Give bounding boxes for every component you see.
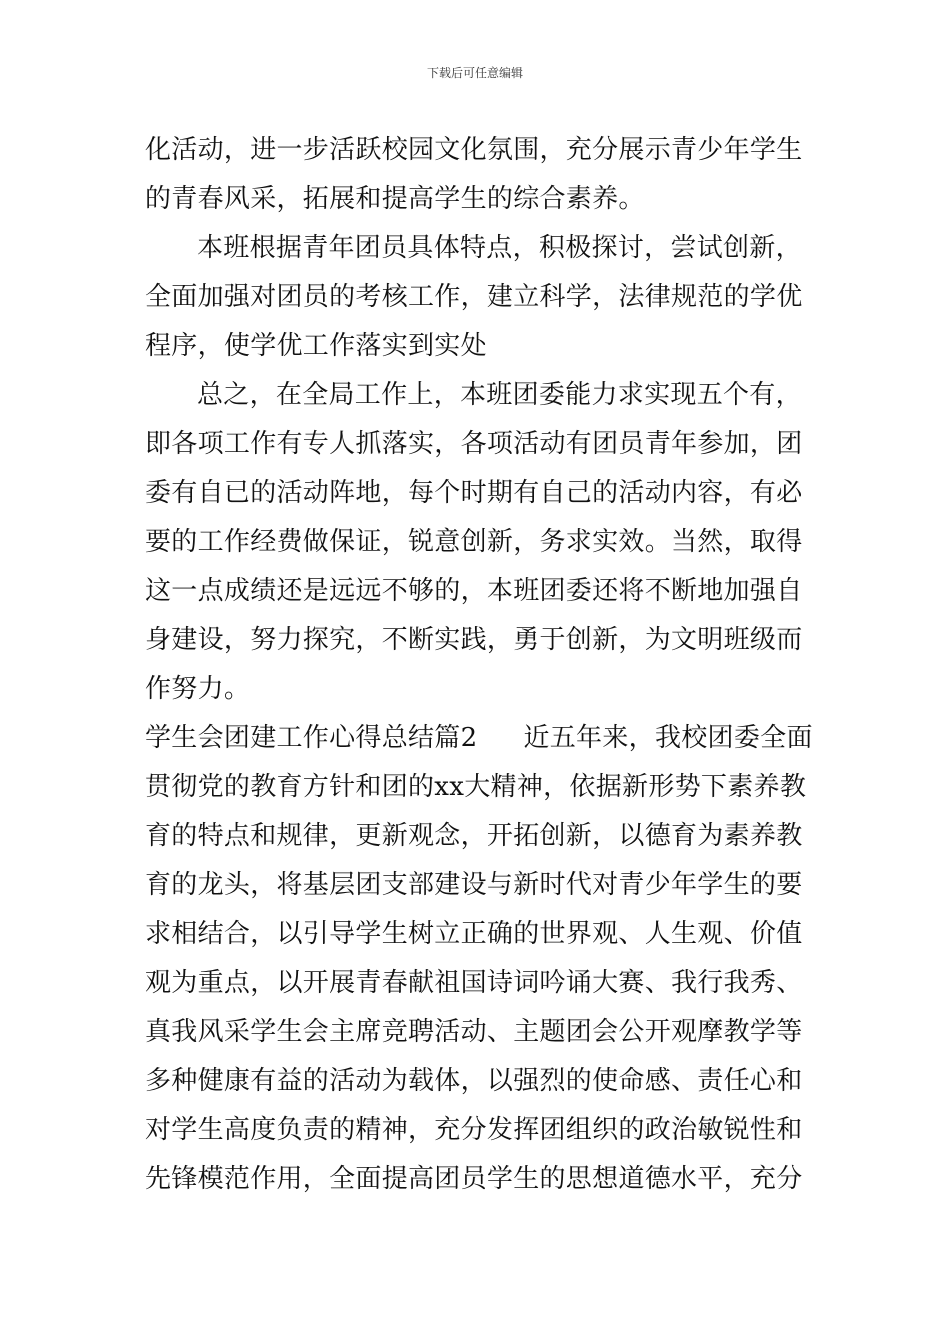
paragraph-start-line: 本班根据青年团员具体特点，积极探讨，尝试创新， bbox=[197, 233, 802, 263]
text-line: 求相结合，以引导学生树立正确的世界观、人生观、价值 bbox=[145, 919, 803, 949]
document-body bbox=[145, 126, 815, 1204]
text-line: 的青春风采，拓展和提高学生的综合素养。 bbox=[145, 184, 645, 214]
text-line: 程序，使学优工作落实到实处 bbox=[145, 331, 487, 361]
text-line: 多种健康有益的活动为载体，以强烈的使命感、责任心和 bbox=[145, 1066, 803, 1096]
text-line: 先锋模范作用，全面提高团员学生的思想道德水平，充分 bbox=[145, 1164, 803, 1194]
section-title-line bbox=[145, 714, 815, 763]
text-line: 贯彻党的教育方针和团的xx大精神，依据新形势下素养教 bbox=[145, 772, 807, 802]
text-line: 真我风采学生会主席竞聘活动、主题团会公开观摩教学等 bbox=[145, 1017, 803, 1047]
text-line: 身建设，努力探究，不断实践，勇于创新，为文明班级而 bbox=[145, 625, 803, 655]
text-line: 育的特点和规律，更新观念，开拓创新，以德育为素养教 bbox=[145, 821, 803, 851]
text-line: 委有自已的活动阵地，每个时期有自己的活动内容，有必 bbox=[145, 478, 803, 508]
section-title: 学生会团建工作心得总结篇2 bbox=[145, 723, 478, 753]
text-line: 要的工作经费做保证，锐意创新，务求实效。当然，取得 bbox=[145, 527, 803, 557]
text-line: 对学生高度负责的精神，充分发挥团组织的政治敏锐性和 bbox=[145, 1115, 803, 1145]
text-line: 作努力。 bbox=[145, 674, 251, 704]
text-line: 化活动，进一步活跃校园文化氛围，充分展示青少年学生 bbox=[145, 135, 803, 165]
text-line: 全面加强对团员的考核工作，建立科学，法律规范的学优 bbox=[145, 282, 803, 312]
page-header: 下载后可任意编辑 bbox=[426, 66, 523, 80]
paragraph-start-line: 总之，在全局工作上，本班团委能力求实现五个有， bbox=[197, 380, 802, 410]
text-line: 观为重点，以开展青春献祖国诗词吟诵大赛、我行我秀、 bbox=[145, 968, 803, 998]
text-line: 即各项工作有专人抓落实，各项活动有团员青年参加，团 bbox=[145, 429, 803, 459]
text-line: 育的龙头，将基层团支部建设与新时代对青少年学生的要 bbox=[145, 870, 803, 900]
section-first-text: 近五年来，我校团委全面 bbox=[523, 723, 813, 753]
text-line: 这一点成绩还是远远不够的，本班团委还将不断地加强自 bbox=[145, 576, 803, 606]
